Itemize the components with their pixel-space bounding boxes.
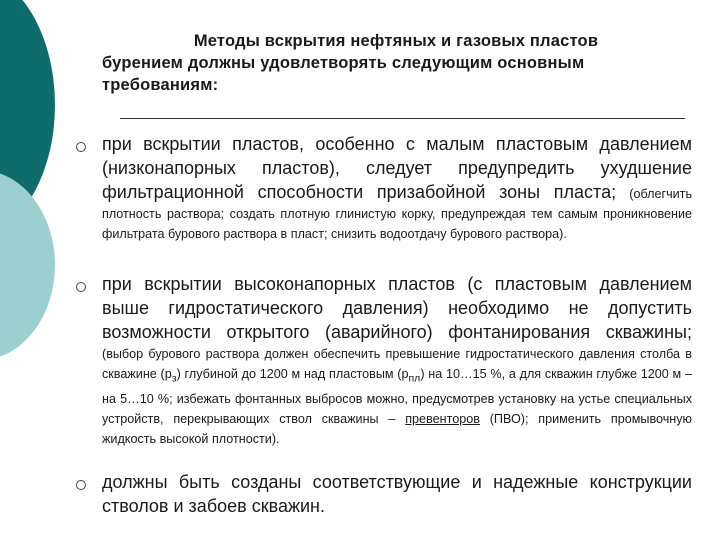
list-item	[102, 132, 692, 244]
bullet-icon	[76, 282, 86, 292]
heading-line-2: бурением должны удовлетворять следующим основным требованиям:	[102, 54, 585, 94]
note-part: (ПВО); применить промывочную жидкость высокой плотности).	[102, 411, 693, 446]
item-note-text: (облегчить плотность раствора; создать плотную глинистую корку, предупреждая тем самым проникновение фильтрата бурового раствора в пласт; снизить водоотдачу бурового раствора).	[102, 187, 693, 241]
list-item	[102, 272, 692, 449]
heading-divider	[120, 118, 685, 119]
slide-heading	[102, 30, 690, 96]
item-main-text: при вскрытии высоконапорных пластов (с пластовым давлением выше гидростатического давления) необходимо не допустить возможности открытого (аварийного) фонтанирования скважины;	[102, 274, 692, 342]
bullet-icon	[76, 480, 86, 490]
note-subscript: з	[171, 372, 177, 385]
note-part: ) глубиной до 1200 м над пластовым (р	[176, 367, 409, 381]
bullet-icon	[76, 142, 86, 152]
list-item	[102, 470, 692, 518]
item-main-text: при вскрытии пластов, особенно с малым пластовым давлением (низконапорных пластов), следует предупредить ухудшение фильтрационной способности призабойной зоны пласта;	[102, 134, 692, 202]
note-subscript: пл	[408, 372, 421, 385]
light-teal-circle	[0, 170, 55, 360]
item-main-text: должны быть созданы соответствующие и надежные конструкции стволов и забоев скважин.	[102, 472, 692, 516]
item-note-text	[102, 347, 692, 446]
note-underlined-term: превенторов	[405, 411, 480, 426]
note-part: (выбор бурового раствора должен обеспечить превышение гидростатического давления столба в скважине (р	[102, 347, 692, 381]
heading-line-1: Методы вскрытия нефтяных и газовых пластов	[193, 32, 599, 50]
decorative-background	[0, 0, 100, 540]
note-part: ) на 10…15 %, а для скважин глубже 1200 м – на 5…10 %; избежать фонтанных выбросов можно, предусмотрев установку на устье специальных устройств, перекрывающих ствол скважины –	[102, 367, 692, 426]
